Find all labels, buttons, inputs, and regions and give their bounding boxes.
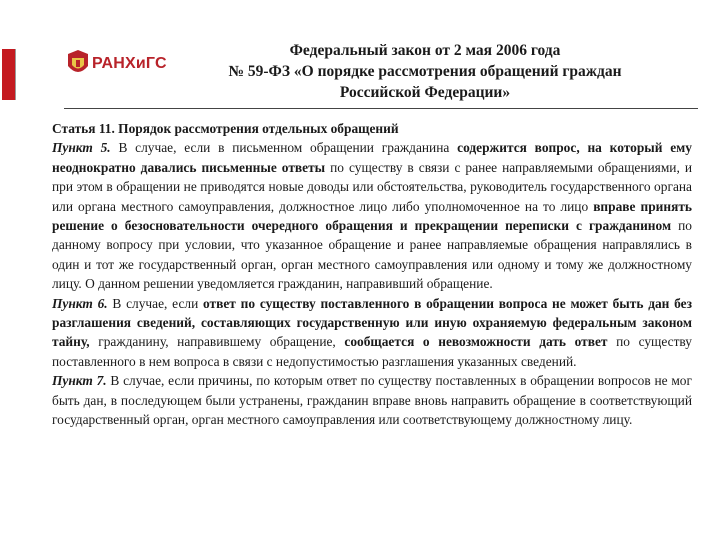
paragraph-6-text-3: по существу поставленного в нем вопроса в связи с недопустимостью разглашения указанных сведений.	[52, 334, 692, 369]
paragraph-5-bold-1: содержится вопрос, на который ему неоднократно давались письменные ответы	[52, 140, 692, 175]
accent-divider	[15, 49, 16, 100]
title-line-2: № 59-ФЗ «О порядке рассмотрения обращений граждан	[228, 63, 622, 80]
article-heading: Статья 11. Порядок рассмотрения отдельных обращений	[52, 121, 399, 136]
paragraph-5-text-1: В случае, если в письменном обращении гражданина	[110, 140, 458, 156]
paragraph-6	[52, 294, 692, 372]
paragraph-5	[52, 138, 692, 293]
paragraph-6-bold-2: сообщается о невозможности дать ответ	[344, 334, 608, 350]
paragraph-5-text-3: по данному вопросу при условии, что указанное обращение и ранее направляемые обращения направлялись в один и тот же государственный орган, орган местного самоуправления или одному и тому же должностному лицу. О данном решении уведомляется гражданин, направивший обращение.	[52, 218, 693, 292]
paragraph-6-text-2: гражданину, направившему обращение,	[89, 334, 345, 350]
paragraph-7-text-1: В случае, если причины, по которым ответ по существу поставленных в обращении вопросов не мог быть дан, в последующем были устранены, гражданин вправе вновь направить обращение в соответствующий государственный орган, орган местного самоуправления или соответствующему должностному лицу.	[52, 373, 692, 428]
article-body	[52, 119, 692, 430]
paragraph-6-bold-1: ответ по существу поставленного в обращении вопроса не может быть дан без разглашения сведений, составляющих государственную или иную охраняемую федеральным законом тайну,	[52, 295, 692, 350]
paragraph-5-text-2: по существу в связи с ранее направляемыми обращениями, и при этом в обращении не приводятся новые доводы или обстоятельства, руководитель государственного органа или органа местного самоуправления, должностное лицо либо уполномоченное на то лицо	[52, 159, 692, 214]
paragraph-7-label: Пункт 7.	[52, 373, 107, 389]
paragraph-5-label: Пункт 5.	[52, 140, 111, 156]
page-title	[190, 40, 660, 103]
title-divider	[64, 108, 698, 109]
paragraph-6-text-1: В случае, если	[107, 295, 204, 311]
red-accent-bar	[2, 49, 15, 100]
ranepa-logo-text: РАНХиГС	[92, 55, 167, 72]
paragraph-6-label: Пункт 6.	[52, 295, 108, 311]
title-line-3: Российской Федерации»	[339, 84, 511, 101]
paragraph-7	[52, 371, 692, 429]
title-line-1: Федеральный закон от 2 мая 2006 года	[289, 42, 561, 59]
paragraph-5-bold-2: вправе принять решение о безосновательности очередного обращения и прекращении переписки с гражданином	[52, 198, 692, 234]
